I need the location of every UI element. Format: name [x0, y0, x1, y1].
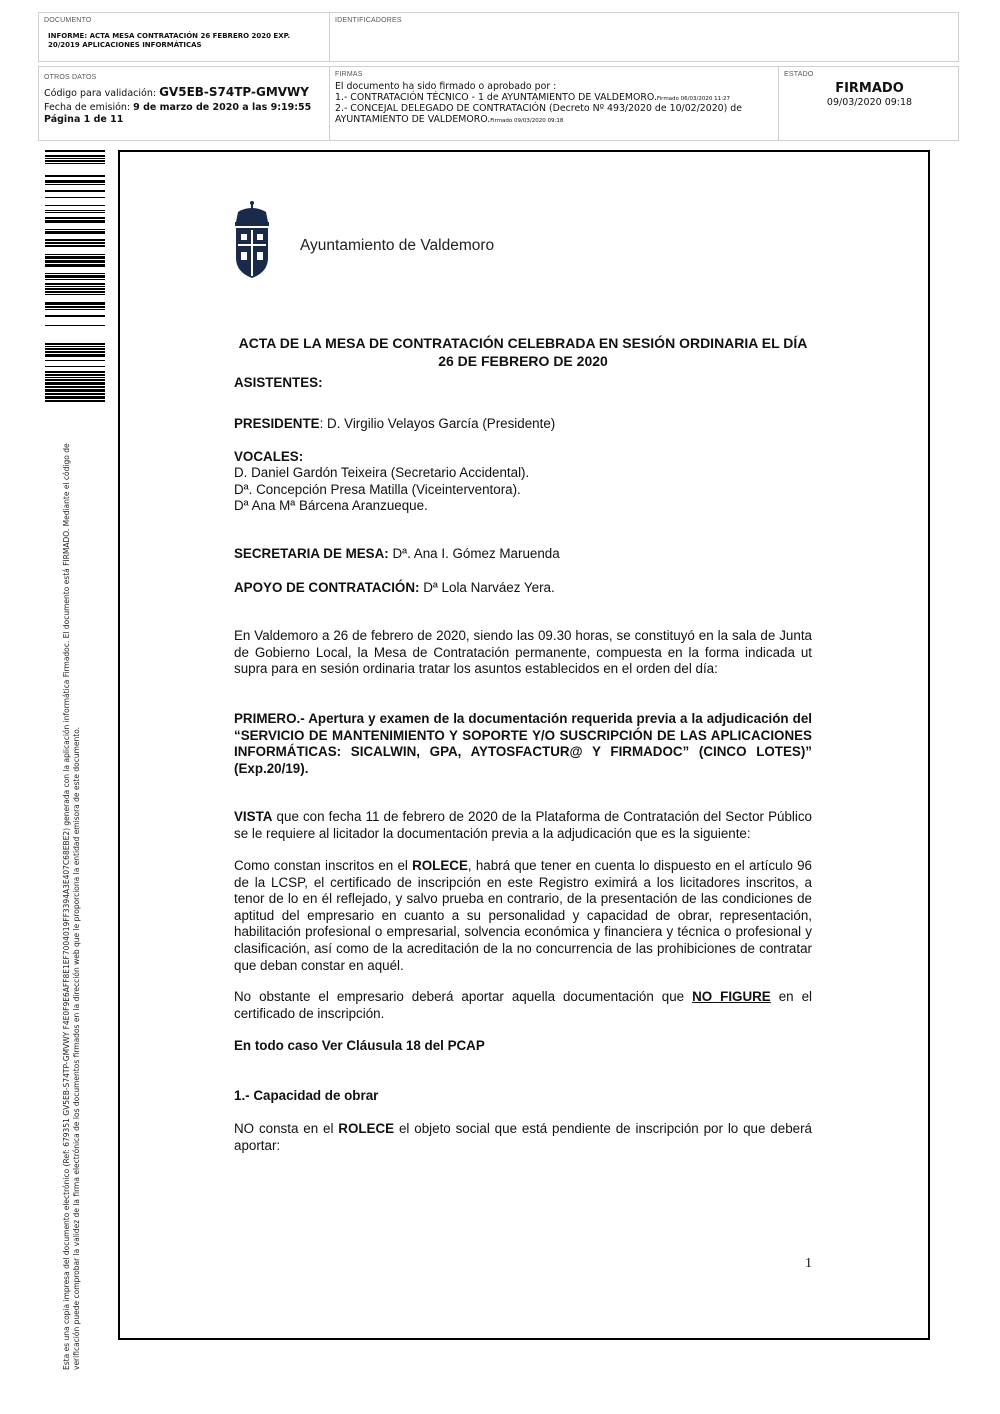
estado-caption: ESTADO — [784, 71, 814, 78]
estado-value: FIRMADO — [835, 81, 904, 96]
fecha-value: 9 de marzo de 2020 a las 9:19:55 — [133, 102, 312, 113]
apoyo-label: APOYO DE CONTRATACIÓN: — [234, 580, 420, 595]
identificadores-caption: IDENTIFICADORES — [335, 17, 402, 24]
firmas-caption: FIRMAS — [335, 71, 363, 78]
pagina-info: Página 1 de 11 — [44, 114, 124, 125]
vocal-2: Dª. Concepción Presa Matilla (Viceinterventora). — [234, 482, 521, 497]
intro-paragraph: En Valdemoro a 26 de febrero de 2020, siendo las 09.30 horas, se constituyó en la sala de Junta de Gobierno Local, la Mesa de Contratación permanente, compuesta en la forma indicada ut supra para en sesión ordinaria tratar los asuntos establecidos en el orden del día: — [234, 628, 812, 677]
clausula-line: En todo caso Ver Cláusula 18 del PCAP — [234, 1038, 485, 1053]
valdemoro-coat-of-arms-logo — [232, 200, 272, 280]
vocales-heading: VOCALES: — [234, 449, 304, 464]
otros-caption: OTROS DATOS — [44, 74, 97, 81]
codigo-value: GV5EB-S74TP-GMVWY — [159, 85, 309, 99]
documento-text: INFORME: ACTA MESA CONTRATACIÓN 26 FEBRERO 2020 EXP. 20/2019 APLICACIONES INFORMÁTICAS — [48, 32, 291, 49]
firma-2: 2.- CONCEJAL DELEGADO DE CONTRATACIÓN (Decreto Nº 493/2020 de 10/02/2020) de AYUNTAMIENTO DE VALDEMORO.Firmado 09/03/2020 09:18 — [335, 103, 743, 125]
fecha-label: Fecha de emisión: — [44, 102, 134, 113]
vocal-1: D. Daniel Gardón Teixeira (Secretario Accidental). — [234, 465, 530, 480]
rolece-bold-2: ROLECE — [338, 1121, 395, 1136]
presidente-line — [234, 416, 812, 433]
page-number: 1 — [805, 1256, 812, 1271]
header-otros-datos-box — [38, 66, 330, 141]
presidente-text: : D. Virgilio Velayos García (Presidente) — [319, 416, 556, 431]
vista-paragraph — [234, 809, 812, 842]
header-firmas-box — [329, 66, 779, 141]
firmas-intro: El documento ha sido firmado o aprobado por : — [335, 81, 557, 92]
apoyo-text: Dª Lola Narváez Yera. — [419, 580, 555, 595]
primero-paragraph: PRIMERO.- Apertura y examen de la documentación requerida previa a la adjudicación del “SERVICIO DE MANTENIMIENTO Y SOPORTE Y/O SUSCRIPCIÓN DE LAS APLICACIONES INFORMÁTICAS: SICALWIN, GPA, AYTOSFACTUR@ Y FIRMADOC” (CINCO LOTES)” (Exp.20/19). — [234, 711, 812, 776]
noconsta-paragraph: NO consta en el ROLECE el objeto social que está pendiente de inscripción por lo que deberá aportar: — [234, 1121, 812, 1153]
documento-caption: DOCUMENTO — [44, 17, 92, 24]
apoyo-line — [234, 580, 812, 597]
logo-text: Ayuntamiento de Valdemoro — [300, 237, 495, 254]
estado-date: 09/03/2020 09:18 — [826, 97, 913, 108]
header-documento-box — [38, 12, 330, 62]
header-identificadores-box — [329, 12, 959, 62]
header-estado-box — [778, 66, 959, 141]
vocal-3: Dª Ana Mª Bárcena Aranzueque. — [234, 498, 428, 513]
capacidad-heading: 1.- Capacidad de obrar — [234, 1088, 379, 1103]
fecha-emision — [44, 102, 329, 113]
codigo-label: Código para validación: — [44, 88, 160, 99]
vista-text: que con fecha 11 de febrero de 2020 de la Plataforma de Contratación del Sector Público se le requiere al licitador la documentación previa a la adjudicación que es la siguiente: — [234, 809, 812, 841]
secretaria-line — [234, 546, 812, 563]
firmas-list — [335, 82, 775, 126]
presidente-label: PRESIDENTE — [234, 416, 320, 431]
no-figure-bold: NO FIGURE — [692, 989, 771, 1004]
codigo-validacion — [44, 87, 329, 99]
secretaria-label: SECRETARIA DE MESA: — [234, 546, 389, 561]
barcode-image — [45, 150, 105, 402]
side-validation-note: Esta es una copia impresa del documento electrónico (Ref: 679351 GV5EB-S74TP-GMVWY F4E0F9E6AFF8E1EF7004019FF3394A3E407C68EBE2) generada con la aplicación informática Firmadoc. El documento está FIRMADO. Mediante el código de verificación puede comprobar la validez de la firma electrónica de los documentos firmados en la dirección web que le proporciona la entidad emisora de este documento. — [62, 443, 81, 1370]
rolece-paragraph: Como constan inscritos en el ROLECE, habrá que tener en cuenta lo dispuesto en el artículo 96 de la LCSP, el certificado de inscripción en este Registro eximirá a los licitadores inscritos, a tenor de lo en él reflejado, y salvo prueba en contrario, de la presentación de las condiciones de aptitud del empresario en cuanto a su personalidad y capacidad de obrar, representación, habilitación profesional o empresarial, solvencia económica y financiera y técnica o profesional y clasificación, así como de la acreditación de la no concurrencia de las prohibiciones de contratar que deban constar en aquél. — [234, 858, 812, 973]
vista-label: VISTA — [234, 809, 273, 824]
firma-1: 1.- CONTRATACIÓN TÉCNICO - 1 de AYUNTAMIENTO DE VALDEMORO.Firmado 06/03/2020 11:27 — [335, 91, 730, 103]
rolece-bold: ROLECE — [412, 858, 468, 873]
secretaria-text: Dª. Ana I. Gómez Maruenda — [388, 546, 560, 561]
asistentes-heading: ASISTENTES: — [234, 375, 323, 390]
noobstante-paragraph: No obstante el empresario deberá aportar aquella documentación que NO FIGURE en el certificado de inscripción. — [234, 989, 813, 1021]
document-title: ACTA DE LA MESA DE CONTRATACIÓN CELEBRADA EN SESIÓN ORDINARIA EL DÍA 26 DE FEBRERO DE 2020 — [238, 335, 808, 369]
